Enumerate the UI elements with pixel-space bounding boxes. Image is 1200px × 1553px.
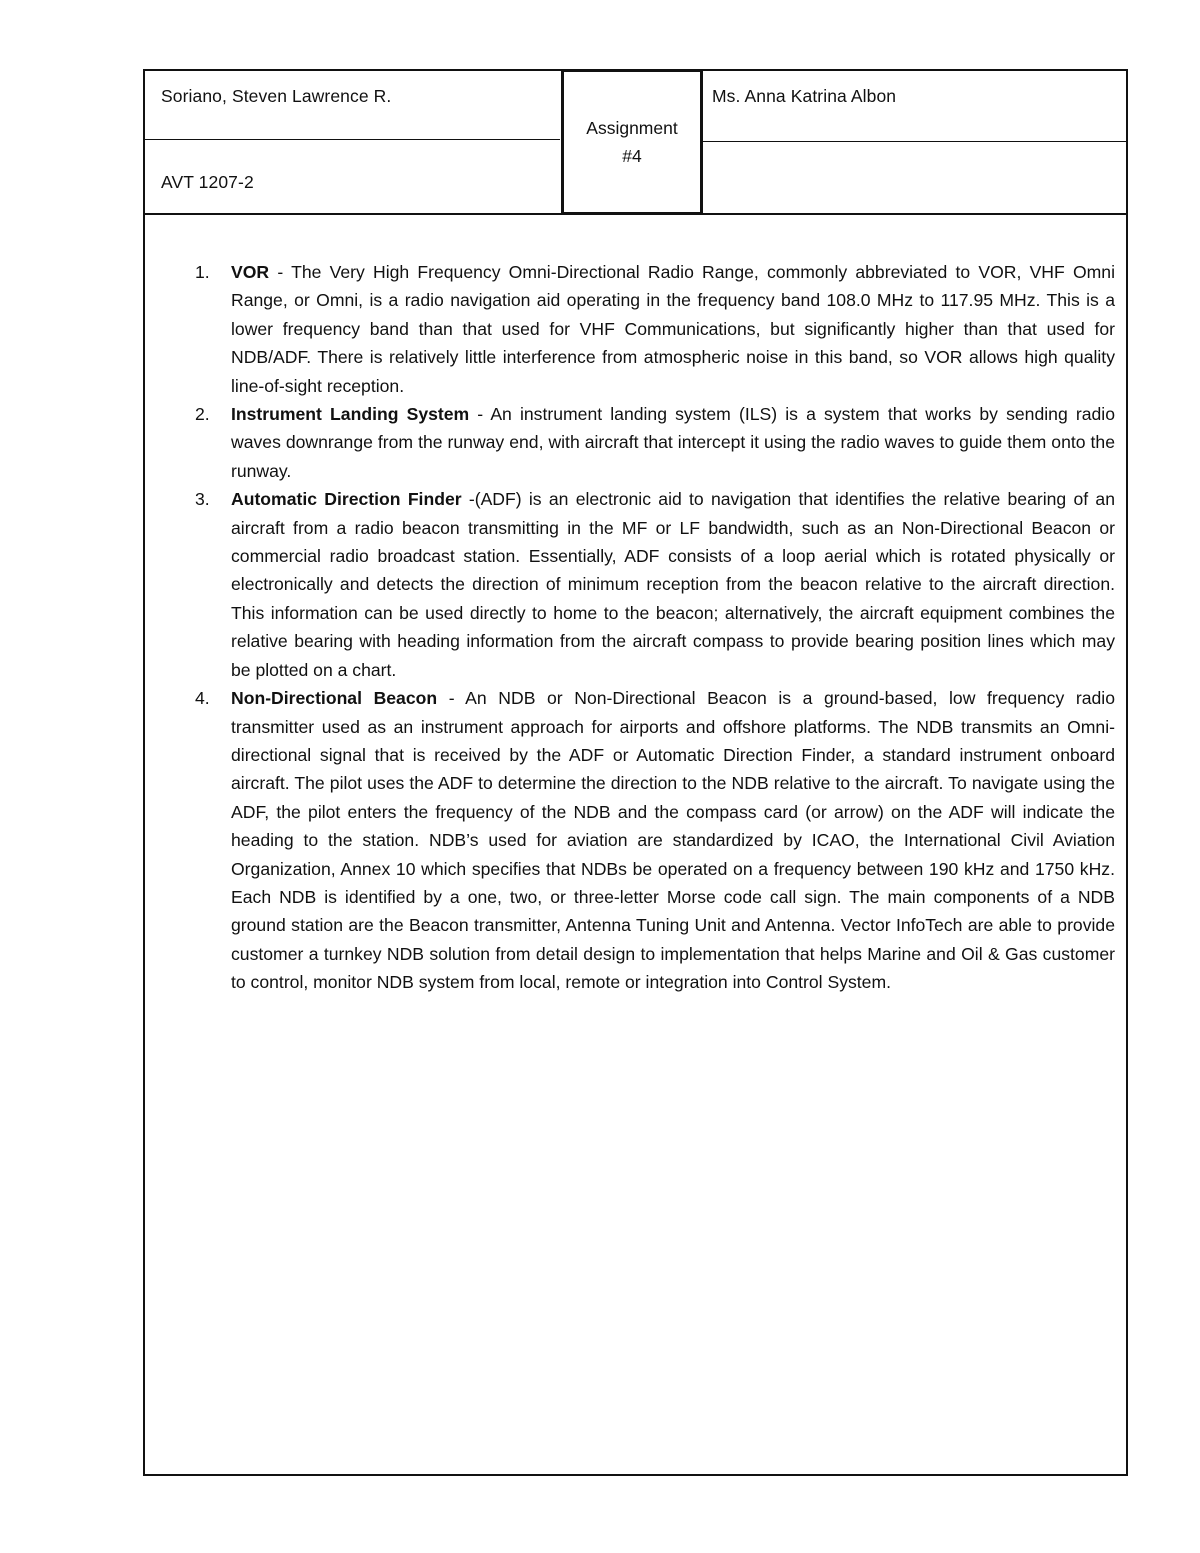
list-item: [190, 684, 1115, 996]
assignment-number: #4: [622, 146, 642, 166]
student-name: Soriano, Steven Lawrence R.: [161, 86, 392, 106]
item-term: Non-Directional Beacon: [231, 688, 438, 709]
item-number: 1.: [195, 262, 210, 282]
definitions-list: [190, 258, 1115, 997]
item-text: - The Very High Frequency Omni-Directional Radio Range, commonly abbreviated to VOR, VHF Omni Range, or Omni, is a radio navigation aid operating in the frequency band 108.0 MHz to 117.95 MHz. This is a lower frequency band than that used for VHF Communications, but significantly higher than that used for NDB/ADF. There is relatively little interference from atmospheric noise in this band, so VOR allows high quality line-of-sight reception.: [231, 262, 1115, 396]
list-item: [190, 400, 1115, 485]
item-number: 3.: [195, 489, 210, 510]
item-text: - An NDB or Non-Directional Beacon is a ground-based, low frequency radio transmitter used as an instrument approach for airports and offshore platforms. The NDB transmits an Omni-directional signal that is received by the ADF or Automatic Direction Finder, a standard instrument onboard aircraft. The pilot uses the ADF to determine the direction to the NDB relative to the aircraft. To navigate using the ADF, the pilot enters the frequency of the NDB and the compass card (or arrow) on the ADF will indicate the heading to the station. NDB’s used for aviation are standardized by ICAO, the International Civil Aviation Organization, Annex 10 which specifies that NDBs be operated on a frequency between 190 kHz and 1750 kHz. Each NDB is identified by a one, two, or three-letter Morse code call sign. The main components of a NDB ground station are the Beacon transmitter, Antenna Tuning Unit and Antenna. Vector InfoTech are able to provide customer a turnkey NDB solution from detail design to implementation that helps Marine and Oil & Gas customer to control, monitor NDB system from local, remote or integration into Control System.: [231, 688, 1115, 993]
header-divider-right: [703, 141, 1126, 142]
header-table: [145, 71, 1126, 215]
item-number: 2.: [195, 404, 210, 425]
list-item: [190, 485, 1115, 684]
item-text: - An instrument landing system (ILS) is a system that works by sending radio waves downrange from the runway end, with aircraft that intercept it using the radio waves to guide them onto the runway.: [231, 404, 1115, 481]
header-divider-left: [145, 139, 560, 140]
assignment-box: [561, 69, 703, 215]
item-term: Automatic Direction Finder: [231, 489, 462, 510]
list-item: [190, 258, 1115, 400]
item-number: 4.: [195, 688, 210, 709]
item-term: Instrument Landing System: [231, 404, 470, 425]
document-frame: [143, 69, 1128, 1476]
item-text: -(ADF) is an electronic aid to navigation that identifies the relative bearing of an aircraft from a radio beacon transmitting in the MF or LF bandwidth, such as an Non-Directional Beacon or commercial radio broadcast station. Essentially, ADF consists of a loop aerial which is rotated physically or electronically and detects the direction of minimum reception from the beacon relative to the aircraft direction. This information can be used directly to home to the beacon; alternatively, the aircraft equipment combines the relative bearing with heading information from the aircraft compass to provide bearing position lines which may be plotted on a chart.: [231, 489, 1115, 680]
assignment-label: Assignment: [586, 118, 678, 138]
course-section: AVT 1207-2: [161, 172, 254, 192]
item-term: VOR: [231, 262, 270, 282]
instructor-name: Ms. Anna Katrina Albon: [712, 86, 897, 106]
